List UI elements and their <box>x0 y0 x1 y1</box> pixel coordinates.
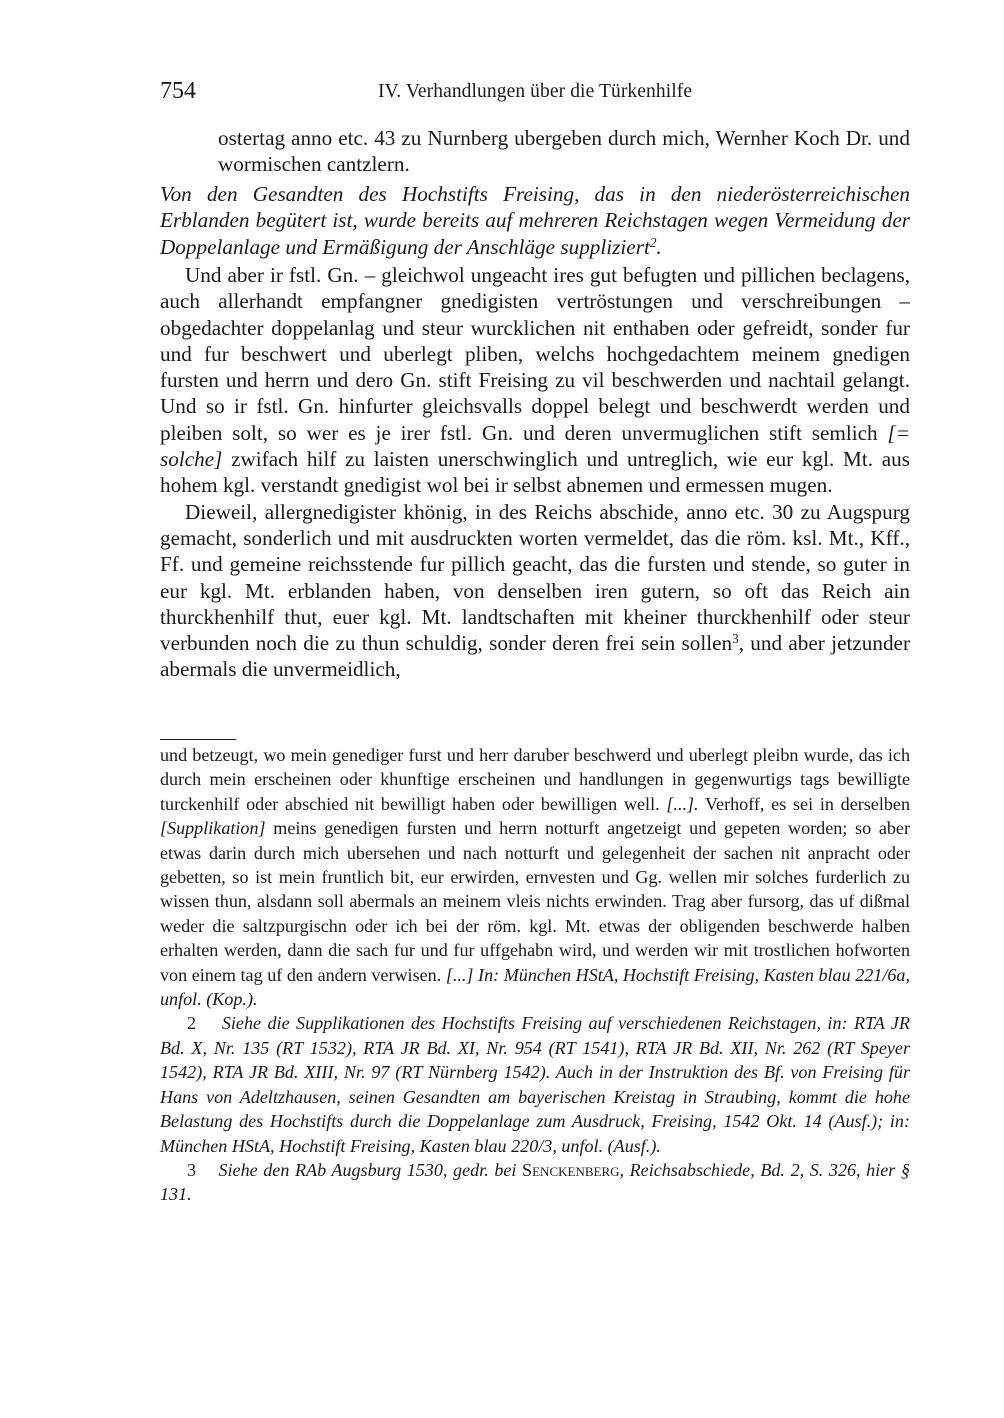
footnote-ref-3: 3 <box>732 630 739 646</box>
footnotes <box>160 743 910 1207</box>
footnote-gloss: [Supplikation] <box>160 818 266 839</box>
footnote-ellipsis: [...]. <box>666 793 699 814</box>
page-number: 754 <box>160 78 196 104</box>
footnote-cont-text-a: und betzeugt, wo mein genediger furst und herr daruber beschwerd und uberlegt pleibn wurde, das ich durch mein erscheinen oder khunftige erscheinen und handlungen in gegenwurtigs tags bewilligte turckenhilf oder abschied nit bewilligt haben oder bewilligen well. <box>160 745 910 814</box>
footnote-2-text: Siehe die Supplikationen des Hochstifts Freising auf verschiedenen Reichstagen, in: RTA JR Bd. X, Nr. 135 (RT 1532), RTA JR Bd. XI, Nr. 954 (RT 1541), RTA JR Bd. XII, Nr. 262 (RT Speyer 1542), RTA JR Bd. XIII, Nr. 97 (RT Nürnberg 1542). Auch in der Instruktion des Bf. von Freising für Hans von Adeltzhausen, seinen Gesandten am bayerischen Kreistag in Straubing, kommt die hohe Belastung des Hochstifts durch die Doppelanlage zum Ausdruck, Freising, 1542 Okt. 14 (Ausf.); in: München HStA, Hochstift Freising, Kasten blau 220/3, unfol. (Ausf.). <box>160 1013 911 1156</box>
footnote-cont-text-c: meins genedigen fursten und herrn notturft angetzeigt und gepeten worden; so aber etwas darin durch mich ubersehen und nach notturft und gelegenheit der sachen nit anpracht oder gebetten, so ist mein fruntlich bit, eur erwirden, ernvesten und Gg. wellen mir solches furderlich zu wissen thun, alsdann soll abermals an meinem vleis nichts erwinden. Trag aber fursorg, das uf dißmal weder die saltzpurgischn oder ich bei der röm. kgl. Mt. etwas der obligenden beschwerde halben erhalten werden, dann die sach fur und fur uffgehabn wird, und werden wir mit trostlichen hofworten von einem tag uf den andern verwisen. <box>160 818 910 985</box>
intro-quote-text: ostertag anno etc. 43 zu Nurnberg ubergeben durch mich, Wernher Koch Dr. und wormischen cantzlern. <box>218 126 910 177</box>
footnote-cont-text-b: Verhoff, es sei in derselben <box>704 793 910 814</box>
paragraph-1-text-a: Und aber ir fstl. Gn. – gleichwol ungeacht ires gut befugten und pillichen beclagens, auch allerhandt empfangner gnedigisten vertröstungen und verschreibungen – obgedachter doppelanlag und steur wurcklichen nit enthaben oder gefreidt, sonder fur und fur beschwert und uberlegt pliben, welchs hochgedachtem meinem gnedigen fursten und herrn und dero Gn. stift Freising zu vil beschwerden und nachtail gelangt. Und so ir fstl. Gn. hinfurter gleichsvalls doppel belegt und beschwerdt werden und pleiben solt, so wer es je irer fstl. Gn. und deren unvermuglichen stift semlich <box>160 263 910 445</box>
footnote-3-author: Senckenberg <box>522 1159 620 1180</box>
footnote-continuation <box>160 743 910 1011</box>
footnote-rule <box>160 739 236 740</box>
intro-quote <box>218 125 910 178</box>
footnote-ref-2: 2 <box>649 234 657 250</box>
editorial-summary <box>160 181 910 260</box>
summary-end: . <box>656 234 662 259</box>
summary-text: Von den Gesandten des Hochstifts Freising, das in den niederösterreichischen Erblanden begütert ist, wurde bereits auf mehreren Reichstagen wegen Vermeidung der Doppelanlage und Ermäßigung der Anschläge suppliziert <box>160 182 910 259</box>
footnote-2-number: 2 <box>187 1013 197 1034</box>
running-head: IV. Verhandlungen über die Türkenhilfe <box>378 81 693 102</box>
footnote-source: [...] In: München HStA, Hochstift Freising, Kasten blau 221/6a, unfol. (Kop.). <box>160 964 910 1010</box>
footnote-3-number: 3 <box>187 1159 197 1180</box>
summary-paragraph <box>160 181 910 260</box>
footnote-2 <box>160 1011 910 1157</box>
paragraph-2 <box>160 499 910 683</box>
footnote-3-text-b: , Reichsabschiede, Bd. 2, S. 326, hier § 131. <box>160 1159 910 1205</box>
editorial-gloss: [= solche] <box>160 420 910 472</box>
footnote-3 <box>160 1158 910 1207</box>
paragraph-1-text-b: zwifach hilf zu laisten unerschwinglich und untreglich, wie eur kgl. Mt. aus hohem kgl. verstandt gnedigist wol bei ir selbst abnemen und ermessen mugen. <box>160 447 910 498</box>
paragraph-1 <box>160 262 910 499</box>
paragraph-2-text-a: Dieweil, allergnedigister khönig, in des Reichs abschide, anno etc. 30 zu Augspurg gemacht, sonderlich und mit ausdruckten worten vermeldet, das die röm. ksl. Mt., Kff., Ff. und gemeine reichsstende fur pillich geacht, das die fursten und stende, so guter in eur kgl. Mt. erblanden haben, von denselben iren gutern, so oft das Reich ain thurckhenhilf thut, euer kgl. Mt. landtschaften mit kheiner thurckhenhilf oder steur verbunden noch die zu thun schuldig, sonder deren frei sein sollen <box>160 499 910 656</box>
footnote-3-text-a: Siehe den RAb Augsburg 1530, gedr. bei <box>218 1159 517 1180</box>
paragraph-2-text-b: , und aber jetzunder abermals die unvermeidlich, <box>160 631 911 682</box>
main-text <box>160 262 910 683</box>
